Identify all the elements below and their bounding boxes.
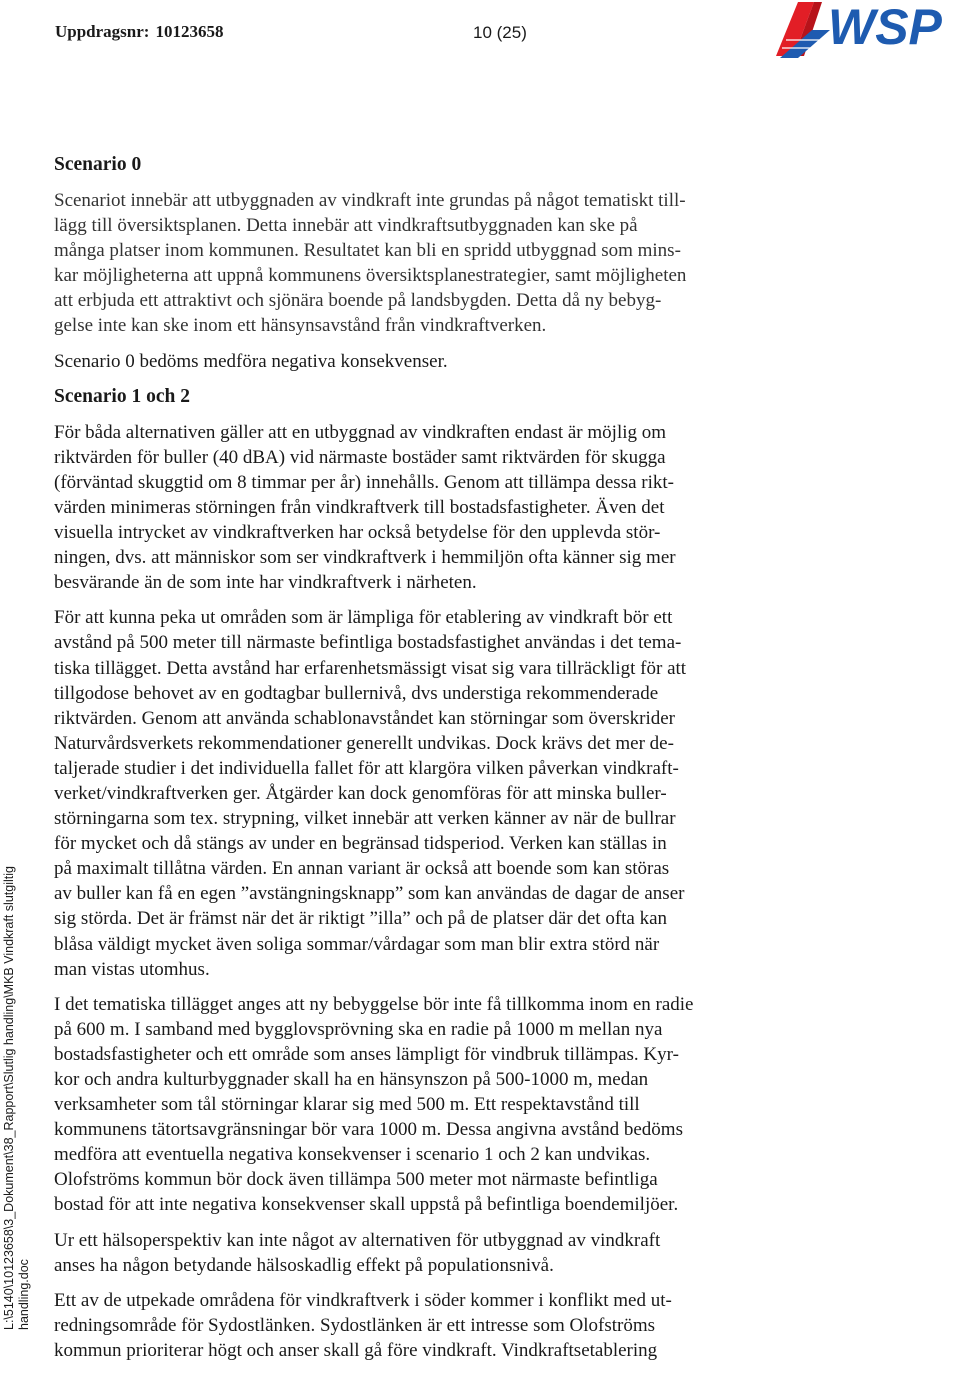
wsp-logo-text: WSP [828,0,942,55]
text-line: visuella intrycket av vindkraftverken har också betydelse för den upplevda stör- [54,522,661,544]
text-line: kar möjligheterna att uppnå kommunens översiktsplanestrategier, samt möjligheten [54,265,687,287]
text-line: riktvärden för buller (40 dBA) vid närmaste bostäder samt riktvärden för skugga [54,446,666,468]
text-line: störningarna som tex. strypning, vilket innebär att verken känner av när de bullrar [54,808,676,830]
text-line: Scenariot innebär att utbyggnaden av vindkraft inte grundas på något tematiskt till- [54,190,686,211]
text-line: gelse inte kan ske inom ett hänsynsavstånd från vindkraftverken. [54,315,547,337]
text-line: Ur ett hälsoperspektiv kan inte något av alternativen för utbyggnad av vindkraft [54,1229,661,1251]
text-line: värden minimeras störningen från vindkraftverk till bostadsfastigheter. Även det [54,496,665,518]
text-line: Ett av de utpekade områdena för vindkraftverk i söder kommer i konflikt med ut- [54,1289,672,1311]
document-body [54,150,776,1373]
text-line: av buller kan få en egen ”avstängningsknapp” som kan användas de dagar de anser [54,883,685,905]
wsp-logo-icon [772,0,960,62]
text-line: avstånd på 500 meter till närmaste befintliga bostadsfastighet användas i det tema- [54,632,682,654]
file-path-line: L:\5140\10123658\3_Dokument\38_Rapport\Slutlig handling\MKB Vindkraft slutgiltig [2,866,16,1330]
file-path-text [2,866,32,1330]
section-scenario-0 [54,150,776,374]
assignment-number-label: Uppdragsnr: [55,22,150,41]
paragraph [54,1288,776,1363]
section-scenario-1-och-2 [54,384,776,1363]
text-line: (förväntad skuggtid om 8 timmar per år) innehålls. Genom att tillämpa dessa rikt- [54,471,674,493]
text-line: på maximalt tillåtna värden. En annan variant är också att boende som kan störas [54,858,670,880]
assignment-number-value: 10123658 [155,22,224,41]
text-line: redningsområde för Sydostlänken. Sydostlänken är ett intresse som Olofströms [54,1314,656,1336]
text-line: tiska tillägget. Detta avstånd har erfarenhetsmässigt visat sig vara tillräckligt för att [54,657,687,679]
text-line: för mycket och då stängs av under en begränsad tidsperiod. Verken kan ställas in [54,833,667,855]
text-line: Naturvårdsverkets rekommendationer generellt undvikas. Dock krävs det mer de- [54,732,674,754]
text-line: kommunens tätortsavgränsningar bör vara 1000 m. Dessa angivna avstånd bedöms [54,1119,683,1141]
paragraph [54,188,776,339]
text-line: att erbjuda ett attraktivt och sjönära boende på landsbygden. Detta då ny bebyg- [54,290,662,312]
text-line: kor och andra kulturbyggnader skall ha en hänsynszon på 500-1000 m, medan [54,1069,649,1090]
text-line: ningen, dvs. att människor som ser vindkraftverk i hemmiljön ofta känner sig mer [54,547,676,569]
file-path-sidebar [0,0,44,1374]
text-line: För båda alternativen gäller att en utbyggnad av vindkraften endast är möjlig om [54,421,667,443]
wsp-logo [772,0,960,62]
text-line: bostadsfastigheter och ett område som anses lämpligt för vindbruk tillämpas. Kyr- [54,1043,679,1065]
file-path-line: handling.doc [17,1259,31,1330]
paragraph [54,349,776,374]
paragraph [54,992,776,1218]
text-line: anses ha någon betydande hälsoskadlig effekt på populationsnivå. [54,1254,554,1276]
section-heading: Scenario 1 och 2 [54,385,190,407]
page-number: 10 (25) [473,23,527,42]
text-line: I det tematiska tillägget anges att ny bebyggelse bör inte få tillkomma inom en radie [54,993,694,1015]
text-line: kommun prioriterar högt och anser skall gå före vindkraft. Vindkraftsetablering [54,1339,658,1361]
text-line: riktvärden. Genom att använda schablonavståndet kan störningar som överskrider [54,707,676,729]
text-line: Scenario 0 bedöms medföra negativa konsekvenser. [54,350,448,372]
text-line: sig störda. Det är främst när det är riktigt ”illa” och på de platser där det ofta kan [54,908,668,930]
text-line: verksamheter som tål störningar klarar sig med 500 m. Ett respektavstånd till [54,1094,640,1116]
text-line: man vistas utomhus. [54,958,210,980]
text-line: blåsa väldigt mycket även soliga sommar/vårdagar som man blir extra störd när [54,933,660,955]
paragraph [54,605,776,981]
text-line: För att kunna peka ut områden som är lämpliga för etablering av vindkraft bör ett [54,607,673,629]
text-line: många platser inom kommunen. Resultatet kan bli en spridd utbyggnad som mins- [54,240,681,262]
text-line: verket/vindkraftverken ger. Åtgärder kan dock genomföras för att minska buller- [54,782,667,804]
assignment-number [55,22,223,42]
paragraph [54,420,776,596]
section-heading: Scenario 0 [54,154,142,175]
text-line: besvärande än de som inte har vindkraftverk i närheten. [54,572,477,594]
paragraph [54,1228,776,1278]
text-line: bostad för att inte negativa konsekvenser skall uppstå på befintliga boendemiljöer. [54,1194,679,1216]
text-line: taljerade studier i det individuella fallet för att klargöra vilken påverkan vindkraft- [54,757,679,779]
text-line: tillgodose behovet av en godtagbar bullernivå, dvs understiga rekommenderade [54,682,659,704]
text-line: lägg till översiktsplanen. Detta innebär att vindkraftsutbyggnaden kan ske på [54,215,638,237]
text-line: Olofströms kommun bör dock även tillämpa 500 meter mot närmaste befintliga [54,1169,658,1191]
text-line: medföra att eventuella negativa konsekvenser i scenario 1 och 2 kan undvikas. [54,1144,651,1166]
text-line: på 600 m. I samband med bygglovsprövning ska en radie på 1000 m mellan nya [54,1018,663,1040]
